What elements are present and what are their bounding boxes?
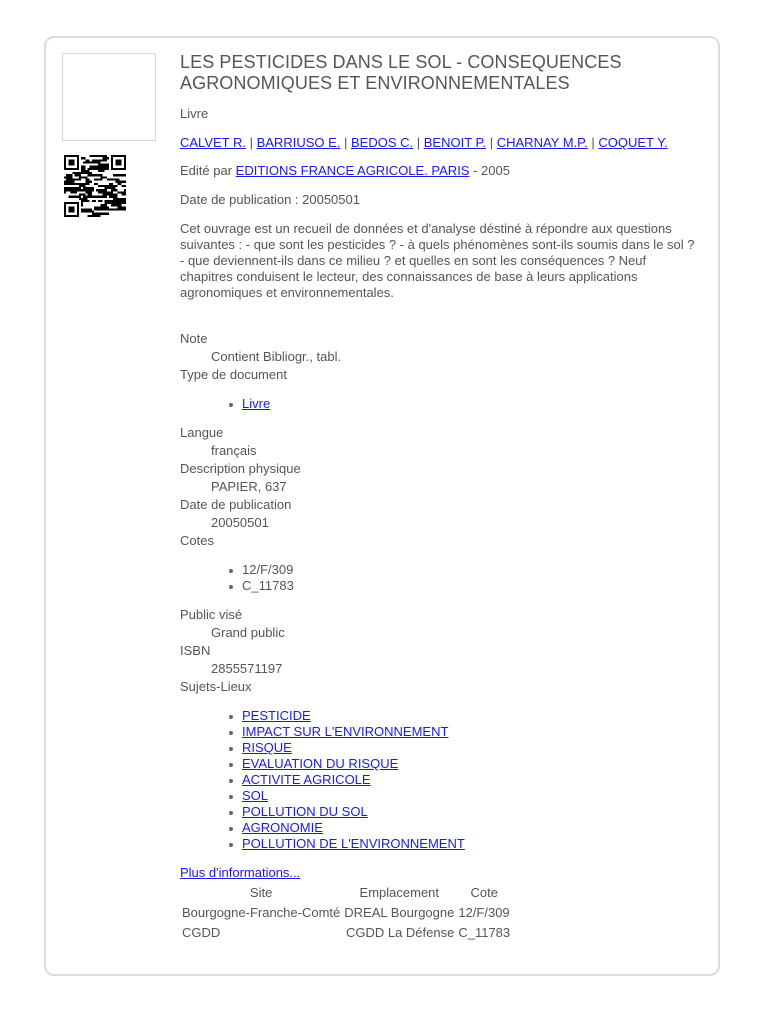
list-item-link[interactable]: POLLUTION DE L'ENVIRONNEMENT: [242, 836, 465, 851]
list-item-text: 12/F/309: [242, 562, 294, 577]
author-link[interactable]: CHARNAY M.P.: [496, 135, 588, 150]
author-separator: |: [587, 135, 599, 150]
table-row: [180, 903, 512, 923]
list-item: [180, 740, 700, 756]
list-item-link[interactable]: AGRONOMIE: [242, 820, 323, 835]
author-separator: |: [340, 135, 351, 150]
list-item-text: C_11783: [242, 578, 294, 593]
record-content: [180, 52, 700, 943]
list-item: [180, 820, 700, 836]
edited-year: - 2005: [473, 163, 510, 178]
list-item-link[interactable]: EVALUATION DU RISQUE: [242, 756, 399, 771]
list-item: [180, 396, 700, 412]
author-separator: |: [413, 135, 424, 150]
note-value: Contient Bibliogr., tabl.: [211, 349, 342, 364]
qr-code-icon: [63, 155, 127, 217]
header-cote: Cote: [470, 885, 498, 900]
list-item-link[interactable]: PESTICIDE: [242, 708, 311, 723]
more-info-link[interactable]: Plus d'informations...: [180, 865, 301, 880]
edited-prefix: Edité par: [180, 163, 233, 178]
author-link[interactable]: BARRIUSO E.: [256, 135, 341, 150]
public-value: Grand public: [211, 625, 285, 640]
list-item: [180, 788, 700, 804]
public-label: Public visé: [180, 607, 243, 622]
list-item: [180, 724, 700, 740]
summary: Cet ouvrage est un recueil de données et d'analyse déstiné à répondre aux questions suivantes : - que sont les pesticides ? - à quels phénomènes sont-ils soumis dans le sol ? - que deviennent-ils dans ce milieu ? et quelles en sont les conséquences ? Neuf chapitres conduisent le lecteur, des connaissances de base à leurs applications agronomiques et environnementales.: [180, 221, 695, 300]
list-item: [180, 836, 700, 852]
cotes-list: [180, 562, 700, 594]
desc-value: PAPIER, 637: [211, 479, 287, 494]
date-value: 20050501: [211, 515, 269, 530]
row-emplacement: CGDD La Défense: [345, 925, 455, 940]
cover-thumbnail: [62, 53, 156, 141]
list-item-link[interactable]: RISQUE: [242, 740, 292, 755]
note-label: Note: [180, 331, 208, 346]
row-emplacement: DREAL Bourgogne: [344, 905, 455, 920]
list-item: [180, 772, 700, 788]
langue-label: Langue: [180, 425, 224, 440]
row-cote: 12/F/309: [458, 905, 510, 920]
isbn-label: ISBN: [180, 643, 211, 658]
holdings-header-row: [180, 883, 512, 903]
desc-label: Description physique: [180, 461, 301, 476]
doc-type-label: Livre: [180, 106, 209, 121]
author-link[interactable]: CALVET R.: [180, 135, 246, 150]
date-label: Date de publication: [180, 497, 292, 512]
holdings-table: [180, 883, 512, 943]
list-item: [180, 578, 700, 594]
author-link[interactable]: COQUET Y.: [598, 135, 668, 150]
list-item-link[interactable]: POLLUTION DU SOL: [242, 804, 368, 819]
page-title: LES PESTICIDES DANS LE SOL - CONSEQUENCES AGRONOMIQUES ET ENVIRONNEMENTALES: [180, 52, 622, 93]
list-item-link[interactable]: Livre: [242, 396, 271, 411]
table-row: [180, 923, 512, 943]
header-emplacement: Emplacement: [359, 885, 440, 900]
row-site: CGDD: [182, 925, 221, 940]
type-label: Type de document: [180, 367, 287, 382]
list-item: [180, 804, 700, 820]
row-site: Bourgogne-Franche-Comté: [182, 905, 341, 920]
sujets-list: [180, 708, 700, 852]
list-item: [180, 708, 700, 724]
list-item-link[interactable]: SOL: [242, 788, 269, 803]
author-separator: |: [245, 135, 257, 150]
cotes-label: Cotes: [180, 533, 214, 548]
isbn-value: 2855571197: [211, 661, 283, 676]
list-item-link[interactable]: ACTIVITE AGRICOLE: [242, 772, 371, 787]
author-link[interactable]: BENOIT P.: [423, 135, 487, 150]
publisher-line: [180, 163, 700, 179]
list-item-link[interactable]: IMPACT SUR L'ENVIRONNEMENT: [242, 724, 449, 739]
pub-date-line: Date de publication : 20050501: [180, 192, 360, 207]
sujets-label: Sujets-Lieux: [180, 679, 252, 694]
header-site: Site: [249, 885, 273, 900]
langue-value: français: [211, 443, 257, 458]
author-list: [180, 135, 700, 151]
list-item: [180, 562, 700, 578]
publisher-link[interactable]: EDITIONS FRANCE AGRICOLE. PARIS: [235, 163, 470, 178]
row-cote: C_11783: [458, 925, 511, 940]
type-list: [180, 396, 700, 412]
author-separator: |: [486, 135, 497, 150]
author-link[interactable]: BEDOS C.: [351, 135, 414, 150]
list-item: [180, 756, 700, 772]
